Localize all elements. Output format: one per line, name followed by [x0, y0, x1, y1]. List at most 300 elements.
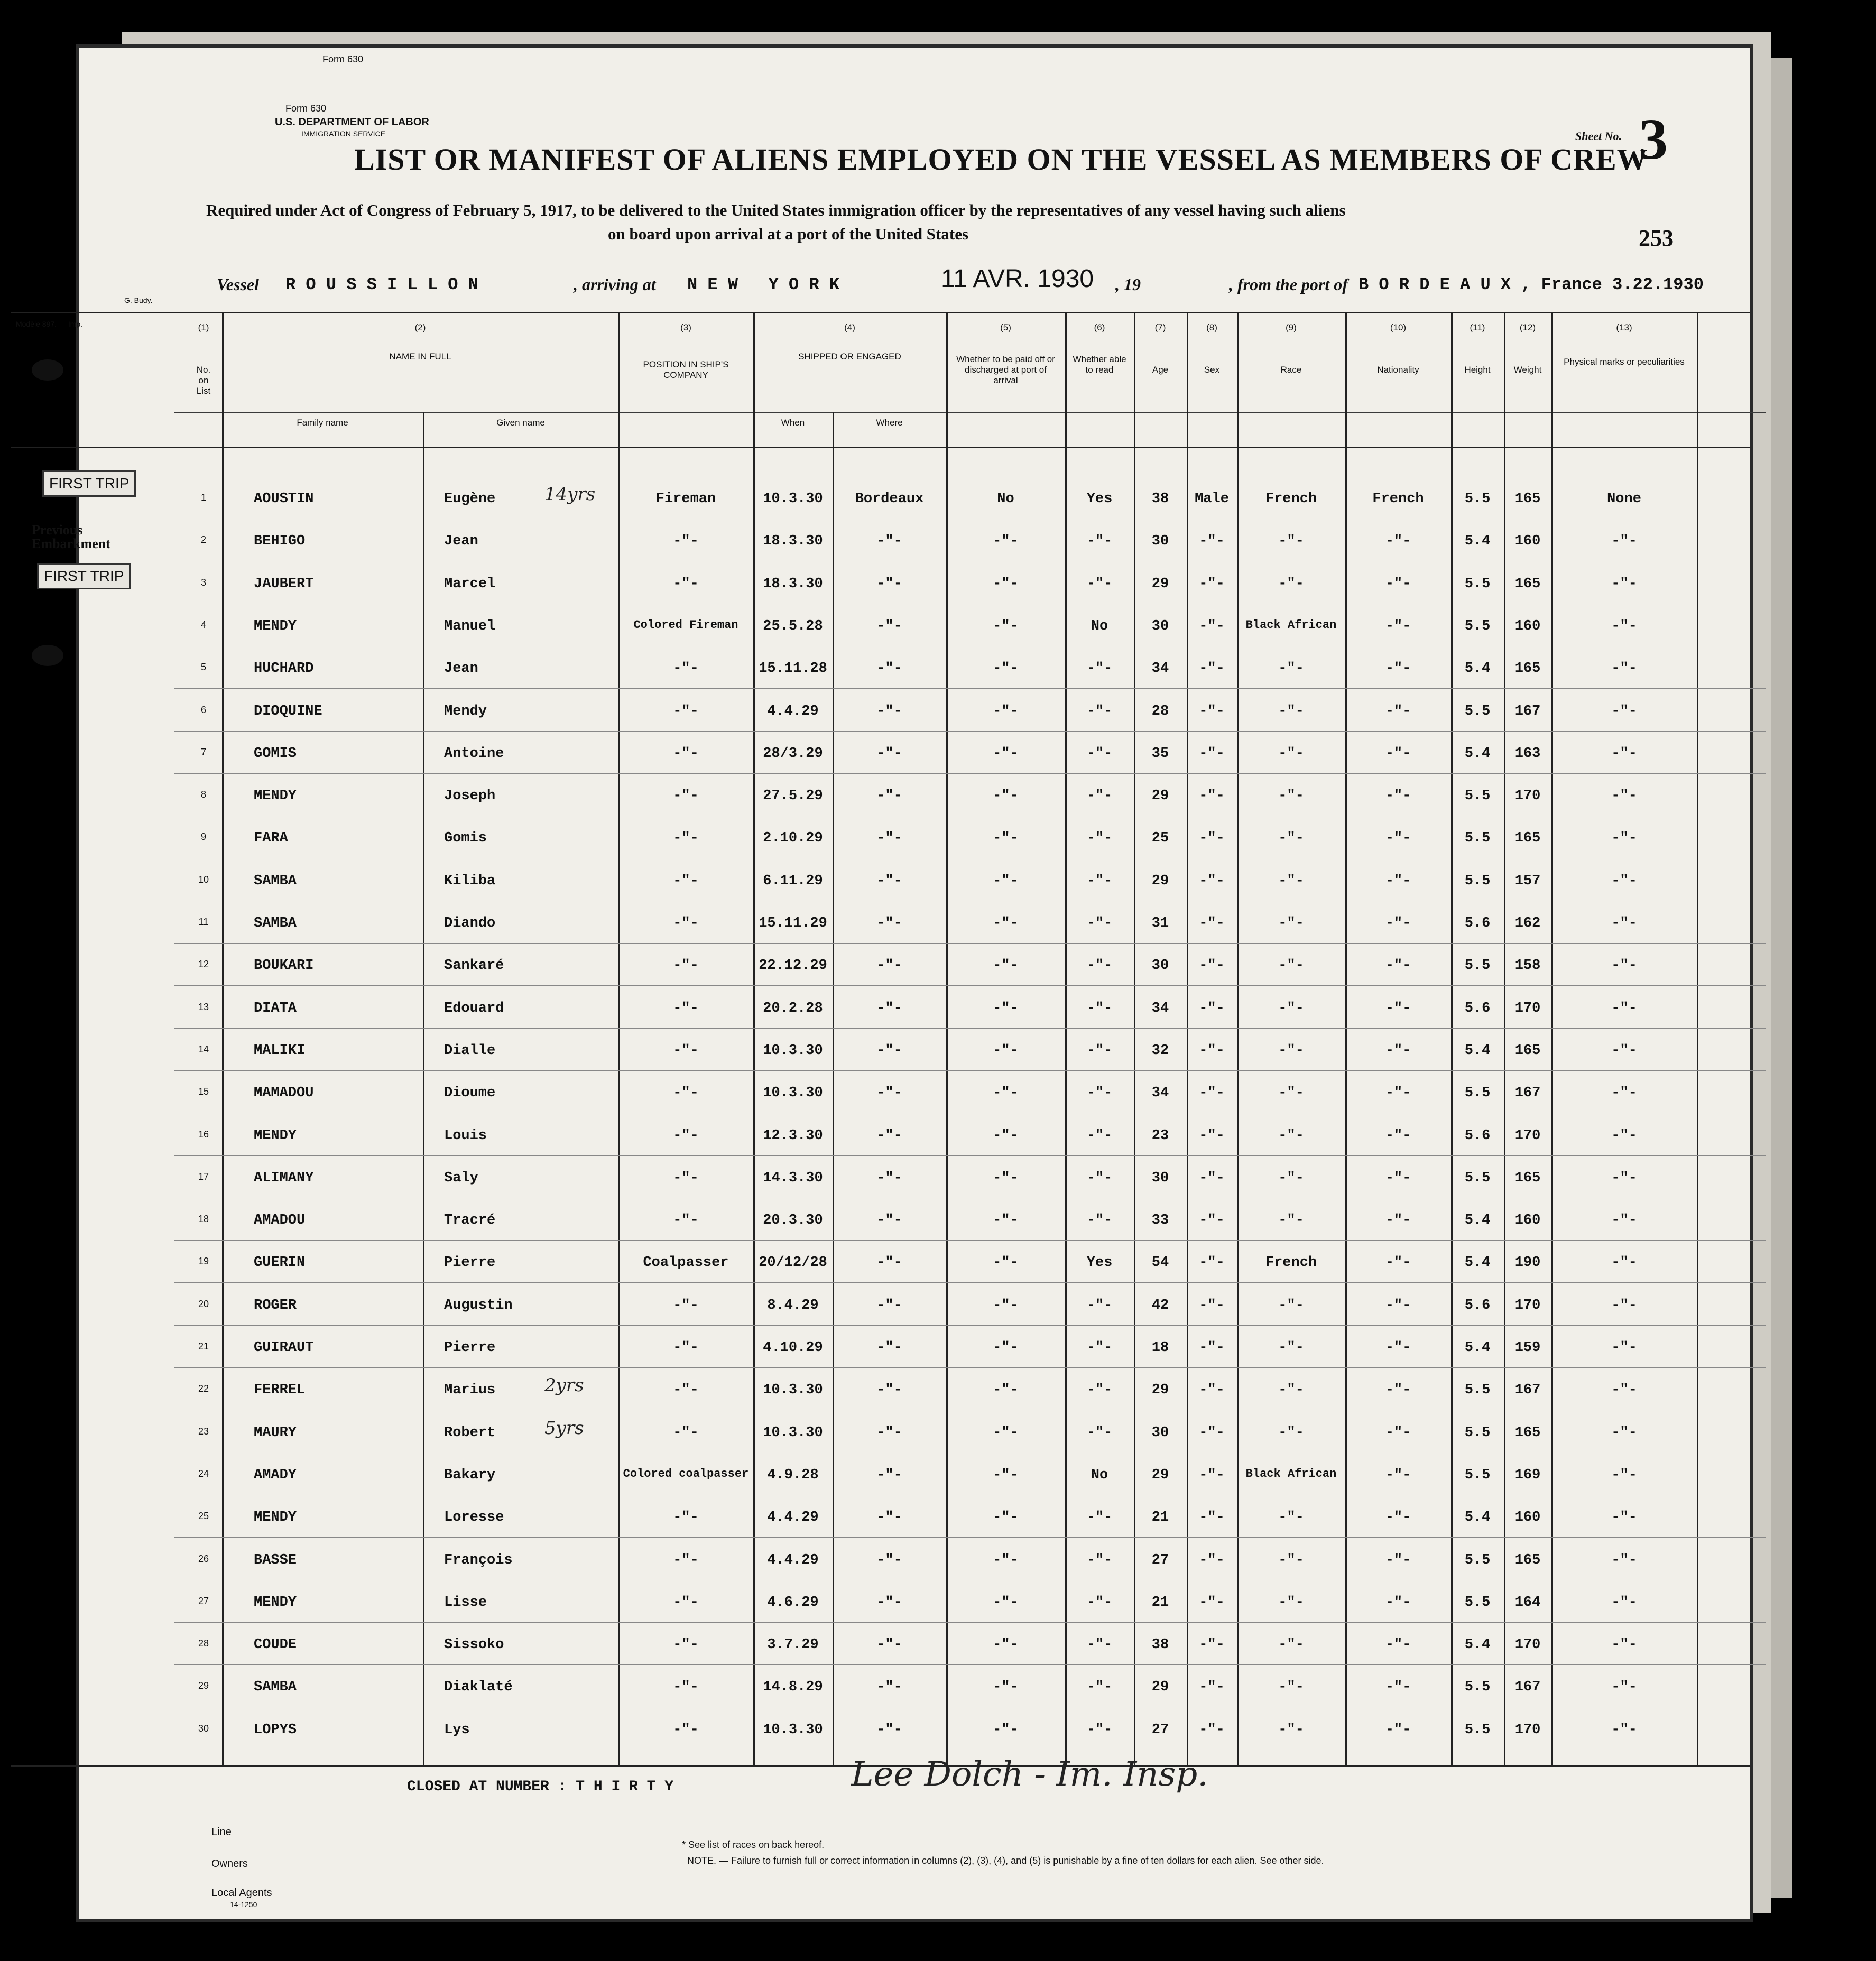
cell-when: 20.3.30 [763, 1213, 823, 1229]
cell-family: MENDY [254, 1127, 297, 1144]
cell-position: -"- [673, 1637, 699, 1653]
cell-paid: -"- [993, 1042, 1019, 1059]
cell-position: -"- [673, 1424, 699, 1441]
cell-paid: -"- [993, 533, 1019, 550]
cell-read: -"- [1086, 1722, 1113, 1738]
cell-position: Colored coalpasser [623, 1467, 749, 1481]
cell-age: 29 [1151, 1382, 1169, 1399]
cell-weight: 165 [1514, 830, 1541, 847]
col-rule-9 [1187, 312, 1188, 1765]
modele-label: Modèle 897. — Imp. [16, 320, 83, 328]
local-agents-label: Local Agents [211, 1887, 272, 1899]
cell-height: 5.4 [1464, 1637, 1491, 1653]
cell-position: -"- [673, 958, 699, 974]
cell-age: 29 [1151, 1679, 1169, 1696]
col-12-number: (12) [1519, 322, 1536, 332]
row-number: 10 [198, 874, 209, 885]
cell-paid: -"- [993, 1679, 1019, 1696]
cell-race: -"- [1278, 830, 1304, 847]
cell-weight: 165 [1514, 576, 1541, 592]
cell-weight: 160 [1514, 1213, 1541, 1229]
cell-read: Yes [1086, 1255, 1113, 1271]
year-label: , 19 [1115, 275, 1141, 294]
position-header: POSITION IN SHIP'S COMPANY [643, 359, 729, 380]
cell-nationality: -"- [1385, 533, 1411, 550]
cell-when: 4.10.29 [763, 1340, 823, 1356]
cell-read: -"- [1086, 1213, 1113, 1229]
cell-given: Eugène [444, 491, 496, 507]
cell-position: -"- [673, 1722, 699, 1738]
cell-age: 28 [1151, 703, 1169, 719]
cell-where: -"- [876, 1255, 902, 1271]
cell-read: -"- [1086, 873, 1113, 889]
cell-position: -"- [673, 1297, 699, 1314]
cell-height: 5.5 [1464, 958, 1491, 974]
cell-given: Manuel [444, 618, 496, 634]
cell-age: 42 [1151, 1297, 1169, 1314]
cell-given: Dialle [444, 1042, 496, 1059]
cell-race: -"- [1278, 1042, 1304, 1059]
cell-family: MENDY [254, 1594, 297, 1611]
cell-sex: -"- [1199, 1637, 1225, 1653]
row-number: 8 [200, 789, 206, 800]
cell-height: 5.5 [1464, 703, 1491, 719]
cell-nationality: -"- [1385, 1594, 1411, 1611]
row-number: 9 [200, 831, 206, 843]
cell-given: Marcel [444, 576, 496, 592]
cell-sex: Male [1195, 491, 1229, 507]
cell-height: 5.4 [1464, 1255, 1491, 1271]
col-5-number: (5) [1000, 322, 1011, 332]
row-number: 18 [198, 1214, 209, 1225]
cell-where: -"- [876, 915, 902, 931]
given-name-header: Given name [496, 418, 545, 428]
cell-read: -"- [1086, 533, 1113, 550]
cell-paid: -"- [993, 1213, 1019, 1229]
cell-when: 10.3.30 [763, 1085, 823, 1102]
cell-paid: -"- [993, 1297, 1019, 1314]
row-rule [174, 688, 1766, 689]
cell-race: -"- [1278, 745, 1304, 762]
cell-read: -"- [1086, 1085, 1113, 1102]
cell-when: 4.6.29 [767, 1594, 819, 1611]
cell-race: -"- [1278, 703, 1304, 719]
cell-race: -"- [1278, 1170, 1304, 1186]
cell-read: -"- [1086, 915, 1113, 931]
cell-weight: 160 [1514, 533, 1541, 550]
cell-marks: -"- [1611, 1510, 1637, 1526]
cell-when: 10.3.30 [763, 491, 823, 507]
cell-height: 5.5 [1464, 1679, 1491, 1696]
cell-race: -"- [1278, 915, 1304, 931]
cell-race: -"- [1278, 1552, 1304, 1568]
cell-paid: -"- [993, 1170, 1019, 1186]
penalty-note: NOTE. — Failure to furnish full or correct information in columns (2), (3), (4), and (5) is punishable by a fine of ten dollars for each alien. See other side. [687, 1855, 1324, 1866]
cell-where: -"- [876, 830, 902, 847]
cell-family: BEHIGO [254, 533, 306, 550]
cell-paid: -"- [993, 703, 1019, 719]
row-rule [174, 731, 1766, 732]
cell-where: -"- [876, 1467, 902, 1483]
manifest-sheet [16, 48, 1750, 1919]
cell-family: FARA [254, 830, 288, 847]
page-number: 253 [1639, 225, 1674, 251]
cell-nationality: -"- [1385, 1382, 1411, 1399]
cell-where: -"- [876, 958, 902, 974]
cell-sex: -"- [1199, 1722, 1225, 1738]
row-number: 29 [198, 1680, 209, 1691]
cell-paid: -"- [993, 1085, 1019, 1102]
cell-given: Antoine [444, 745, 504, 762]
cell-race: -"- [1278, 533, 1304, 550]
cell-weight: 170 [1514, 788, 1541, 804]
cell-weight: 165 [1514, 661, 1541, 677]
row-number: 7 [200, 746, 206, 757]
cell-given: Sissoko [444, 1637, 504, 1653]
cell-nationality: -"- [1385, 915, 1411, 931]
cell-given: Marius [444, 1382, 496, 1399]
row-number: 24 [198, 1468, 209, 1479]
cell-sex: -"- [1199, 1127, 1225, 1144]
sheet-label: Sheet No. [1575, 130, 1622, 143]
cell-when: 6.11.29 [763, 873, 823, 889]
cell-nationality: -"- [1385, 1170, 1411, 1186]
cell-read: -"- [1086, 1340, 1113, 1356]
cell-weight: 170 [1514, 1000, 1541, 1016]
cell-family: MENDY [254, 788, 297, 804]
cell-race: French [1265, 1255, 1317, 1271]
cell-where: -"- [876, 1722, 902, 1738]
row-number: 2 [200, 534, 206, 545]
cell-nationality: -"- [1385, 958, 1411, 974]
cell-race: -"- [1278, 1722, 1304, 1738]
cell-age: 21 [1151, 1594, 1169, 1611]
cell-position: -"- [673, 1382, 699, 1399]
cell-nationality: -"- [1385, 1127, 1411, 1144]
cell-age: 38 [1151, 1637, 1169, 1653]
cell-age: 18 [1151, 1340, 1169, 1356]
col-8-number: (8) [1206, 322, 1217, 332]
cell-weight: 170 [1514, 1297, 1541, 1314]
cell-position: Fireman [655, 491, 716, 507]
cell-position: -"- [673, 788, 699, 804]
row-number: 23 [198, 1426, 209, 1437]
cell-where: -"- [876, 1000, 902, 1016]
cell-given: Robert [444, 1424, 496, 1441]
cell-paid: -"- [993, 1382, 1019, 1399]
col-rule-11 [1345, 312, 1347, 1765]
row-rule [174, 1155, 1766, 1156]
cell-given: François [444, 1552, 513, 1568]
col-2-number: (2) [414, 322, 426, 332]
cell-race: French [1265, 491, 1317, 507]
cell-where: -"- [876, 1170, 902, 1186]
cell-marks: -"- [1611, 1467, 1637, 1483]
cell-family: AMADOU [254, 1213, 306, 1229]
col-rule-15 [1697, 312, 1698, 1765]
cell-read: -"- [1086, 1424, 1113, 1441]
cell-family: GOMIS [254, 745, 297, 762]
cell-where: -"- [876, 1213, 902, 1229]
row-number: 4 [200, 619, 206, 630]
cell-paid: -"- [993, 745, 1019, 762]
cell-nationality: -"- [1385, 1722, 1411, 1738]
departure-port: B O R D E A U X , France 3.22.1930 [1359, 275, 1704, 294]
cell-where: -"- [876, 745, 902, 762]
cell-age: 30 [1151, 533, 1169, 550]
cell-when: 10.3.30 [763, 1042, 823, 1059]
cell-read: -"- [1086, 1127, 1113, 1144]
cell-where: -"- [876, 1382, 902, 1399]
cell-nationality: -"- [1385, 576, 1411, 592]
cell-race: -"- [1278, 1424, 1304, 1441]
previous-embarkment-note: Previous Embarkment [32, 522, 110, 551]
cell-nationality: -"- [1385, 1424, 1411, 1441]
cell-when: 2.10.29 [763, 830, 823, 847]
cell-height: 5.4 [1464, 533, 1491, 550]
sheet-number: 3 [1639, 107, 1668, 171]
cell-age: 29 [1151, 788, 1169, 804]
cell-height: 5.5 [1464, 1467, 1491, 1483]
cell-position: -"- [673, 915, 699, 931]
cell-paid: -"- [993, 1340, 1019, 1356]
cell-given: Kiliba [444, 873, 496, 889]
punch-hole [32, 359, 63, 381]
cell-height: 5.6 [1464, 1127, 1491, 1144]
cell-given: Diaklaté [444, 1679, 513, 1696]
cell-marks: -"- [1611, 576, 1637, 592]
cell-weight: 167 [1514, 1382, 1541, 1399]
cell-where: -"- [876, 1127, 902, 1144]
cell-age: 34 [1151, 1000, 1169, 1016]
cell-height: 5.5 [1464, 1594, 1491, 1611]
cell-race: Black African [1245, 618, 1337, 632]
cell-weight: 160 [1514, 1510, 1541, 1526]
cell-paid: -"- [993, 1255, 1019, 1271]
cell-marks: -"- [1611, 1297, 1637, 1314]
printer-label: G. Budy. [124, 296, 153, 304]
cell-when: 4.4.29 [767, 1510, 819, 1526]
cell-when: 14.3.30 [763, 1170, 823, 1186]
cell-paid: No [997, 491, 1014, 507]
races-note: * See list of races on back hereof. [682, 1839, 825, 1850]
line-label: Line [211, 1826, 232, 1838]
cell-age: 27 [1151, 1722, 1169, 1738]
cell-paid: -"- [993, 1510, 1019, 1526]
cell-nationality: -"- [1385, 873, 1411, 889]
cell-sex: -"- [1199, 745, 1225, 762]
cell-age: 33 [1151, 1213, 1169, 1229]
cell-position: -"- [673, 745, 699, 762]
cell-when: 18.3.30 [763, 533, 823, 550]
cell-sex: -"- [1199, 1000, 1225, 1016]
cell-family: BOUKARI [254, 958, 314, 974]
cell-race: -"- [1278, 1340, 1304, 1356]
cell-read: Yes [1086, 491, 1113, 507]
row-rule [174, 1028, 1766, 1029]
cell-family: HUCHARD [254, 661, 314, 677]
shipped-header: SHIPPED OR ENGAGED [798, 352, 901, 362]
cell-sex: -"- [1199, 1424, 1225, 1441]
cell-race: -"- [1278, 873, 1304, 889]
col-rule-6 [946, 312, 948, 1765]
cell-race: -"- [1278, 788, 1304, 804]
cell-paid: -"- [993, 1000, 1019, 1016]
cell-nationality: -"- [1385, 703, 1411, 719]
cell-nationality: -"- [1385, 1552, 1411, 1568]
cell-paid: -"- [993, 1594, 1019, 1611]
cell-nationality: -"- [1385, 661, 1411, 677]
cell-given: Gomis [444, 830, 487, 847]
cell-position: -"- [673, 1085, 699, 1102]
department-label: U.S. DEPARTMENT OF LABOR [275, 116, 429, 128]
col-rule-13 [1504, 312, 1505, 1765]
cell-when: 8.4.29 [767, 1297, 819, 1314]
cell-height: 5.5 [1464, 788, 1491, 804]
cell-position: -"- [673, 1594, 699, 1611]
cell-marks: -"- [1611, 1722, 1637, 1738]
cell-family: FERREL [254, 1382, 306, 1399]
col-10-number: (10) [1390, 322, 1407, 332]
cell-nationality: -"- [1385, 1637, 1411, 1653]
cell-paid: -"- [993, 788, 1019, 804]
cell-family: MAURY [254, 1424, 297, 1441]
cell-when: 18.3.30 [763, 576, 823, 592]
cell-nationality: -"- [1385, 830, 1411, 847]
cell-read: -"- [1086, 1170, 1113, 1186]
cell-position: -"- [673, 873, 699, 889]
cell-nationality: -"- [1385, 618, 1411, 634]
cell-age: 27 [1151, 1552, 1169, 1568]
col-rule-8 [1134, 312, 1135, 1765]
punch-hole [32, 645, 63, 666]
arriving-label: , arriving at [574, 275, 656, 294]
cell-position: -"- [673, 830, 699, 847]
cell-sex: -"- [1199, 1042, 1225, 1059]
cell-given: Lisse [444, 1594, 487, 1611]
closed-at-number: CLOSED AT NUMBER : T H I R T Y [407, 1779, 674, 1795]
row-number: 30 [198, 1723, 209, 1734]
cell-position: -"- [673, 533, 699, 550]
cell-position: -"- [673, 1340, 699, 1356]
cell-marks: -"- [1611, 915, 1637, 931]
cell-height: 5.4 [1464, 1340, 1491, 1356]
cell-age: 34 [1151, 1085, 1169, 1102]
cell-read: -"- [1086, 576, 1113, 592]
row-number: 13 [198, 1001, 209, 1012]
col-rule-1 [222, 312, 224, 1765]
cell-family: MALIKI [254, 1042, 306, 1059]
cell-age: 30 [1151, 1170, 1169, 1186]
row-number: 3 [200, 577, 206, 588]
cell-weight: 165 [1514, 1424, 1541, 1441]
cell-weight: 169 [1514, 1467, 1541, 1483]
cell-weight: 157 [1514, 873, 1541, 889]
cell-nationality: -"- [1385, 1510, 1411, 1526]
cell-marks: None [1607, 491, 1641, 507]
cell-sex: -"- [1199, 533, 1225, 550]
cell-marks: -"- [1611, 1637, 1637, 1653]
cell-height: 5.5 [1464, 1382, 1491, 1399]
cell-age: 23 [1151, 1127, 1169, 1144]
cell-read: -"- [1086, 1679, 1113, 1696]
cell-paid: -"- [993, 958, 1019, 974]
row-number: 15 [198, 1086, 209, 1097]
cell-weight: 165 [1514, 491, 1541, 507]
col-4-number: (4) [844, 322, 855, 332]
cell-when: 20/12/28 [759, 1255, 827, 1271]
row-number: 27 [198, 1595, 209, 1606]
cell-sex: -"- [1199, 1510, 1225, 1526]
cell-position: -"- [673, 1000, 699, 1016]
first-trip-stamp-1: FIRST TRIP [42, 470, 136, 497]
where-header: Where [876, 418, 903, 428]
cell-family: DIOQUINE [254, 703, 322, 719]
cell-position: Coalpasser [643, 1255, 729, 1271]
cell-position: -"- [673, 1042, 699, 1059]
cell-age: 25 [1151, 830, 1169, 847]
cell-position: -"- [673, 1170, 699, 1186]
cell-where: -"- [876, 1340, 902, 1356]
cell-height: 5.5 [1464, 1170, 1491, 1186]
arrival-port: N E W Y O R K [687, 275, 840, 294]
cell-position: -"- [673, 1127, 699, 1144]
cell-read: -"- [1086, 1552, 1113, 1568]
cell-age: 35 [1151, 745, 1169, 762]
cell-read: -"- [1086, 1042, 1113, 1059]
cell-when: 10.3.30 [763, 1722, 823, 1738]
cell-age: 30 [1151, 958, 1169, 974]
cell-when: 15.11.29 [759, 915, 827, 931]
cell-given: Lys [444, 1722, 470, 1738]
cell-marks: -"- [1611, 745, 1637, 762]
cell-weight: 167 [1514, 1679, 1541, 1696]
cell-when: 27.5.29 [763, 788, 823, 804]
cell-sex: -"- [1199, 1594, 1225, 1611]
cell-marks: -"- [1611, 873, 1637, 889]
cell-where: -"- [876, 1594, 902, 1611]
cell-weight: 170 [1514, 1127, 1541, 1144]
cell-marks: -"- [1611, 1679, 1637, 1696]
required-line-1: Required under Act of Congress of February 5, 1917, to be delivered to the United States immigration officer by the representatives of any vessel having such aliens [206, 201, 1346, 219]
cell-family: COUDE [254, 1637, 297, 1653]
cell-marks: -"- [1611, 1594, 1637, 1611]
cell-family: BASSE [254, 1552, 297, 1568]
vessel-label: Vessel [217, 275, 259, 294]
cell-height: 5.6 [1464, 1297, 1491, 1314]
cell-marks: -"- [1611, 1340, 1637, 1356]
cell-race: -"- [1278, 1510, 1304, 1526]
read-header: Whether able to read [1073, 354, 1126, 375]
cell-nationality: -"- [1385, 1467, 1411, 1483]
cell-read: -"- [1086, 788, 1113, 804]
cell-given: Dioume [444, 1085, 496, 1102]
cell-weight: 167 [1514, 703, 1541, 719]
cell-when: 4.4.29 [767, 703, 819, 719]
cell-marks: -"- [1611, 1255, 1637, 1271]
cell-height: 5.5 [1464, 491, 1491, 507]
col-6-number: (6) [1094, 322, 1105, 332]
cell-age: 30 [1151, 1424, 1169, 1441]
cell-family: SAMBA [254, 1679, 297, 1696]
age-header: Age [1152, 365, 1169, 375]
row-number: 12 [198, 959, 209, 970]
cell-when: 28/3.29 [763, 745, 823, 762]
cell-marks: -"- [1611, 1042, 1637, 1059]
cell-sex: -"- [1199, 1213, 1225, 1229]
service-label: IMMIGRATION SERVICE [301, 130, 385, 138]
cell-given: Pierre [444, 1255, 496, 1271]
